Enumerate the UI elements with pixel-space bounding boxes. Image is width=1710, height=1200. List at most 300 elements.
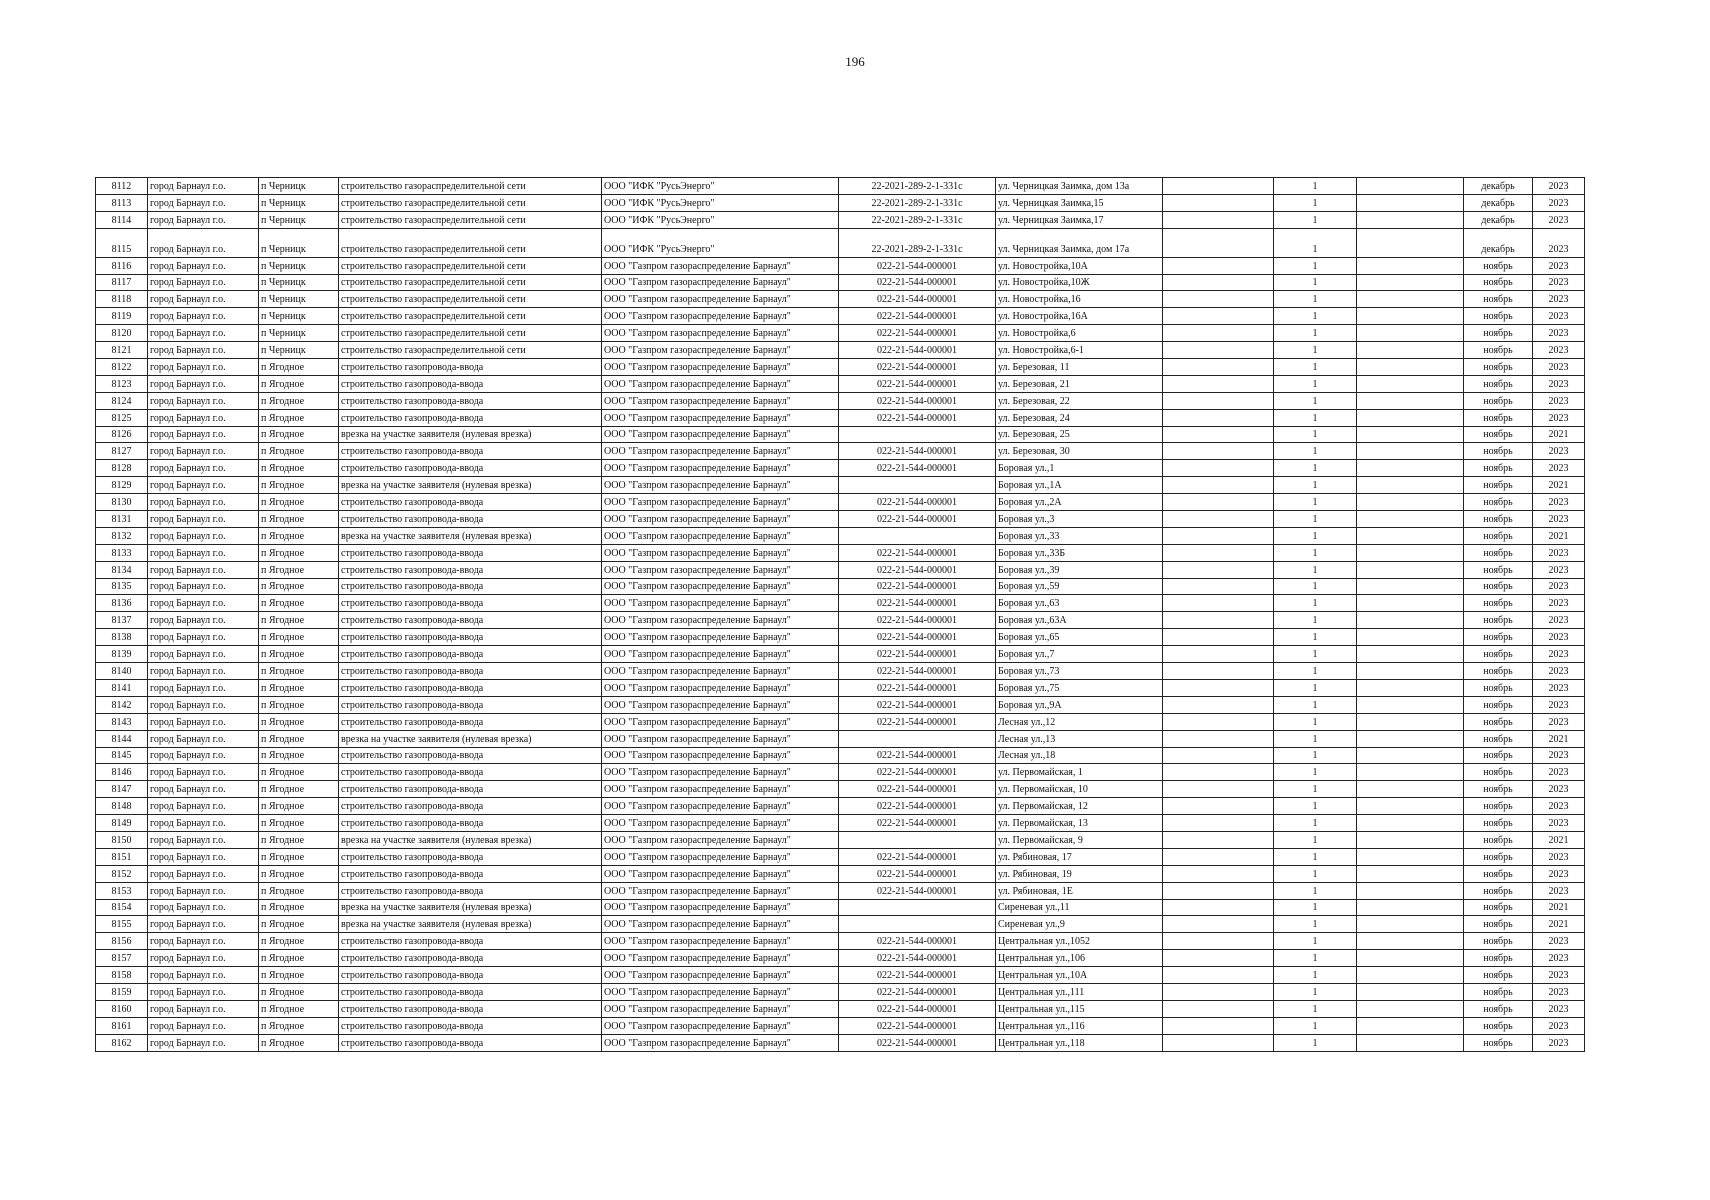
address-cell: ул. Березовая, 21 (996, 375, 1163, 392)
work-type-cell: строительство газопровода-ввода (339, 595, 602, 612)
empty-cell (1163, 1017, 1274, 1034)
month-cell: ноябрь (1464, 527, 1533, 544)
address-cell: Лесная ул.,13 (996, 730, 1163, 747)
address-cell: ул. Первомайская, 10 (996, 781, 1163, 798)
address-cell: ул. Березовая, 22 (996, 392, 1163, 409)
row-number-cell: 8140 (96, 663, 148, 680)
month-cell: ноябрь (1464, 308, 1533, 325)
table-row (96, 194, 1585, 211)
project-code-cell: 022-21-544-000001 (839, 257, 996, 274)
organization-cell: ООО "Газпром газораспределение Барнаул" (602, 916, 839, 933)
address-cell: ул. Новостройка,10Ж (996, 274, 1163, 291)
quantity-cell: 1 (1274, 257, 1357, 274)
settlement-cell: п Ягодное (259, 612, 339, 629)
month-cell: ноябрь (1464, 933, 1533, 950)
settlement-cell: п Черницк (259, 342, 339, 359)
project-code-cell: 022-21-544-000001 (839, 781, 996, 798)
settlement-cell: п Ягодное (259, 375, 339, 392)
year-cell: 2021 (1533, 426, 1585, 443)
address-cell: Боровая ул.,33 (996, 527, 1163, 544)
municipality-cell: город Барнаул г.о. (148, 443, 259, 460)
year-cell: 2023 (1533, 375, 1585, 392)
quantity-cell: 1 (1274, 798, 1357, 815)
row-number-cell: 8157 (96, 950, 148, 967)
address-cell: ул. Березовая, 11 (996, 359, 1163, 376)
quantity-cell: 1 (1274, 831, 1357, 848)
month-cell: ноябрь (1464, 696, 1533, 713)
empty-cell (1357, 194, 1464, 211)
year-cell: 2023 (1533, 460, 1585, 477)
project-code-cell: 022-21-544-000001 (839, 663, 996, 680)
empty-cell (1357, 747, 1464, 764)
row-number-cell: 8122 (96, 359, 148, 376)
organization-cell: ООО "Газпром газораспределение Барнаул" (602, 494, 839, 511)
quantity-cell: 1 (1274, 1034, 1357, 1051)
address-cell: Сиреневая ул.,9 (996, 916, 1163, 933)
month-cell: ноябрь (1464, 882, 1533, 899)
project-code-cell: 022-21-544-000001 (839, 933, 996, 950)
settlement-cell: п Черницк (259, 257, 339, 274)
organization-cell: ООО "Газпром газораспределение Барнаул" (602, 696, 839, 713)
year-cell: 2023 (1533, 781, 1585, 798)
year-cell: 2023 (1533, 967, 1585, 984)
table-row (96, 325, 1585, 342)
project-code-cell: 022-21-544-000001 (839, 646, 996, 663)
empty-cell (1163, 629, 1274, 646)
municipality-cell: город Барнаул г.о. (148, 967, 259, 984)
work-type-cell: строительство газораспределительной сети (339, 291, 602, 308)
address-cell: ул. Рябиновая, 17 (996, 848, 1163, 865)
year-cell: 2023 (1533, 561, 1585, 578)
project-code-cell: 022-21-544-000001 (839, 274, 996, 291)
month-cell: ноябрь (1464, 764, 1533, 781)
organization-cell: ООО "Газпром газораспределение Барнаул" (602, 527, 839, 544)
quantity-cell: 1 (1274, 460, 1357, 477)
gasification-table (95, 177, 1585, 1052)
empty-cell (1163, 679, 1274, 696)
year-cell: 2023 (1533, 629, 1585, 646)
year-cell: 2021 (1533, 527, 1585, 544)
work-type-cell: строительство газопровода-ввода (339, 443, 602, 460)
empty-cell (1163, 494, 1274, 511)
row-number-cell: 8133 (96, 544, 148, 561)
quantity-cell: 1 (1274, 595, 1357, 612)
work-type-cell: строительство газопровода-ввода (339, 1000, 602, 1017)
month-cell: ноябрь (1464, 325, 1533, 342)
project-code-cell: 022-21-544-000001 (839, 1034, 996, 1051)
address-cell: ул. Березовая, 30 (996, 443, 1163, 460)
empty-cell (1357, 950, 1464, 967)
work-type-cell: строительство газопровода-ввода (339, 798, 602, 815)
month-cell: ноябрь (1464, 443, 1533, 460)
work-type-cell: строительство газопровода-ввода (339, 646, 602, 663)
row-number-cell: 8148 (96, 798, 148, 815)
project-code-cell (839, 831, 996, 848)
empty-cell (1357, 544, 1464, 561)
year-cell: 2023 (1533, 308, 1585, 325)
row-number-cell: 8123 (96, 375, 148, 392)
table-row (96, 1034, 1585, 1051)
address-cell: ул. Новостройка,16 (996, 291, 1163, 308)
empty-cell (1357, 882, 1464, 899)
empty-cell (1357, 342, 1464, 359)
empty-cell (1163, 308, 1274, 325)
empty-cell (1357, 325, 1464, 342)
work-type-cell: строительство газопровода-ввода (339, 578, 602, 595)
year-cell: 2023 (1533, 747, 1585, 764)
table-row (96, 831, 1585, 848)
table-row (96, 477, 1585, 494)
municipality-cell: город Барнаул г.о. (148, 781, 259, 798)
month-cell: ноябрь (1464, 595, 1533, 612)
address-cell: ул. Черницкая Заимка,17 (996, 211, 1163, 228)
project-code-cell: 022-21-544-000001 (839, 950, 996, 967)
project-code-cell: 022-21-544-000001 (839, 1000, 996, 1017)
project-code-cell: 022-21-544-000001 (839, 375, 996, 392)
row-number-cell: 8132 (96, 527, 148, 544)
year-cell: 2023 (1533, 882, 1585, 899)
row-number-cell: 8147 (96, 781, 148, 798)
empty-cell (1163, 359, 1274, 376)
table-row (96, 460, 1585, 477)
table-row (96, 629, 1585, 646)
row-number-cell: 8127 (96, 443, 148, 460)
organization-cell: ООО "Газпром газораспределение Барнаул" (602, 933, 839, 950)
quantity-cell: 1 (1274, 983, 1357, 1000)
project-code-cell: 022-21-544-000001 (839, 983, 996, 1000)
empty-cell (1163, 426, 1274, 443)
table-row (96, 375, 1585, 392)
year-cell: 2023 (1533, 325, 1585, 342)
empty-cell (1163, 865, 1274, 882)
quantity-cell: 1 (1274, 679, 1357, 696)
table-row (96, 527, 1585, 544)
month-cell: ноябрь (1464, 848, 1533, 865)
address-cell: ул. Первомайская, 12 (996, 798, 1163, 815)
empty-cell (1163, 1000, 1274, 1017)
work-type-cell: строительство газопровода-ввода (339, 409, 602, 426)
project-code-cell: 022-21-544-000001 (839, 713, 996, 730)
table-row (96, 679, 1585, 696)
project-code-cell: 022-21-544-000001 (839, 798, 996, 815)
quantity-cell: 1 (1274, 950, 1357, 967)
empty-cell (1357, 629, 1464, 646)
municipality-cell: город Барнаул г.о. (148, 882, 259, 899)
year-cell: 2023 (1533, 494, 1585, 511)
municipality-cell: город Барнаул г.о. (148, 747, 259, 764)
municipality-cell: город Барнаул г.о. (148, 392, 259, 409)
empty-cell (1357, 764, 1464, 781)
table-row (96, 211, 1585, 228)
address-cell: Центральная ул.,1052 (996, 933, 1163, 950)
table-row (96, 950, 1585, 967)
empty-cell (1357, 511, 1464, 528)
organization-cell: ООО "Газпром газораспределение Барнаул" (602, 359, 839, 376)
organization-cell: ООО "ИФК "РусьЭнерго" (602, 194, 839, 211)
organization-cell: ООО "Газпром газораспределение Барнаул" (602, 865, 839, 882)
empty-cell (1163, 764, 1274, 781)
empty-cell (1357, 291, 1464, 308)
municipality-cell: город Барнаул г.о. (148, 1000, 259, 1017)
organization-cell: ООО "Газпром газораспределение Барнаул" (602, 612, 839, 629)
row-number-cell: 8160 (96, 1000, 148, 1017)
organization-cell: ООО "Газпром газораспределение Барнаул" (602, 443, 839, 460)
empty-cell (1357, 916, 1464, 933)
year-cell: 2023 (1533, 274, 1585, 291)
work-type-cell: строительство газопровода-ввода (339, 882, 602, 899)
settlement-cell: п Ягодное (259, 1034, 339, 1051)
empty-cell (1357, 933, 1464, 950)
month-cell: ноябрь (1464, 983, 1533, 1000)
work-type-cell: строительство газопровода-ввода (339, 679, 602, 696)
project-code-cell (839, 916, 996, 933)
project-code-cell: 022-21-544-000001 (839, 578, 996, 595)
settlement-cell: п Ягодное (259, 764, 339, 781)
empty-cell (1163, 916, 1274, 933)
project-code-cell: 022-21-544-000001 (839, 342, 996, 359)
organization-cell: ООО "Газпром газораспределение Барнаул" (602, 544, 839, 561)
quantity-cell: 1 (1274, 646, 1357, 663)
municipality-cell: город Барнаул г.о. (148, 178, 259, 195)
settlement-cell: п Ягодное (259, 679, 339, 696)
address-cell: Центральная ул.,115 (996, 1000, 1163, 1017)
settlement-cell: п Ягодное (259, 933, 339, 950)
quantity-cell: 1 (1274, 578, 1357, 595)
organization-cell: ООО "Газпром газораспределение Барнаул" (602, 477, 839, 494)
quantity-cell: 1 (1274, 967, 1357, 984)
quantity-cell: 1 (1274, 359, 1357, 376)
empty-cell (1163, 291, 1274, 308)
empty-cell (1163, 815, 1274, 832)
quantity-cell: 1 (1274, 494, 1357, 511)
row-number-cell: 8141 (96, 679, 148, 696)
empty-cell (1163, 595, 1274, 612)
empty-cell (1163, 274, 1274, 291)
work-type-cell: строительство газопровода-ввода (339, 696, 602, 713)
project-code-cell: 022-21-544-000001 (839, 696, 996, 713)
empty-cell (1163, 696, 1274, 713)
settlement-cell: п Ягодное (259, 663, 339, 680)
address-cell: ул. Новостройка,10А (996, 257, 1163, 274)
work-type-cell: строительство газопровода-ввода (339, 967, 602, 984)
settlement-cell: п Ягодное (259, 967, 339, 984)
municipality-cell: город Барнаул г.о. (148, 933, 259, 950)
work-type-cell: строительство газопровода-ввода (339, 933, 602, 950)
project-code-cell: 022-21-544-000001 (839, 460, 996, 477)
quantity-cell: 1 (1274, 747, 1357, 764)
municipality-cell: город Барнаул г.о. (148, 375, 259, 392)
year-cell: 2023 (1533, 865, 1585, 882)
empty-cell (1357, 561, 1464, 578)
empty-cell (1163, 882, 1274, 899)
row-number-cell: 8144 (96, 730, 148, 747)
organization-cell: ООО "Газпром газораспределение Барнаул" (602, 831, 839, 848)
empty-cell (1357, 679, 1464, 696)
settlement-cell: п Ягодное (259, 561, 339, 578)
quantity-cell: 1 (1274, 426, 1357, 443)
year-cell: 2023 (1533, 228, 1585, 257)
quantity-cell: 1 (1274, 1000, 1357, 1017)
municipality-cell: город Барнаул г.о. (148, 730, 259, 747)
row-number-cell: 8155 (96, 916, 148, 933)
year-cell: 2023 (1533, 194, 1585, 211)
settlement-cell: п Ягодное (259, 916, 339, 933)
organization-cell: ООО "Газпром газораспределение Барнаул" (602, 798, 839, 815)
table-row (96, 426, 1585, 443)
work-type-cell: строительство газопровода-ввода (339, 359, 602, 376)
month-cell: ноябрь (1464, 578, 1533, 595)
empty-cell (1357, 663, 1464, 680)
table-body (96, 178, 1585, 1052)
year-cell: 2023 (1533, 713, 1585, 730)
organization-cell: ООО "Газпром газораспределение Барнаул" (602, 460, 839, 477)
table-row (96, 178, 1585, 195)
municipality-cell: город Барнаул г.о. (148, 983, 259, 1000)
municipality-cell: город Барнаул г.о. (148, 916, 259, 933)
quantity-cell: 1 (1274, 194, 1357, 211)
address-cell: ул. Первомайская, 13 (996, 815, 1163, 832)
table-row (96, 308, 1585, 325)
empty-cell (1357, 1000, 1464, 1017)
table-row (96, 713, 1585, 730)
organization-cell: ООО "Газпром газораспределение Барнаул" (602, 950, 839, 967)
row-number-cell: 8121 (96, 342, 148, 359)
empty-cell (1357, 798, 1464, 815)
row-number-cell: 8114 (96, 211, 148, 228)
address-cell: ул. Новостройка,6-1 (996, 342, 1163, 359)
row-number-cell: 8136 (96, 595, 148, 612)
settlement-cell: п Черницк (259, 325, 339, 342)
work-type-cell: строительство газораспределительной сети (339, 211, 602, 228)
row-number-cell: 8115 (96, 228, 148, 257)
municipality-cell: город Барнаул г.о. (148, 308, 259, 325)
month-cell: ноябрь (1464, 646, 1533, 663)
row-number-cell: 8131 (96, 511, 148, 528)
work-type-cell: строительство газопровода-ввода (339, 460, 602, 477)
settlement-cell: п Ягодное (259, 781, 339, 798)
year-cell: 2023 (1533, 612, 1585, 629)
project-code-cell: 22-2021-289-2-1-331с (839, 194, 996, 211)
work-type-cell: строительство газопровода-ввода (339, 663, 602, 680)
work-type-cell: строительство газопровода-ввода (339, 950, 602, 967)
empty-cell (1163, 211, 1274, 228)
month-cell: ноябрь (1464, 1034, 1533, 1051)
address-cell: Центральная ул.,116 (996, 1017, 1163, 1034)
table-row (96, 646, 1585, 663)
month-cell: декабрь (1464, 228, 1533, 257)
address-cell: Боровая ул.,65 (996, 629, 1163, 646)
settlement-cell: п Ягодное (259, 494, 339, 511)
month-cell: ноябрь (1464, 342, 1533, 359)
quantity-cell: 1 (1274, 392, 1357, 409)
table-row (96, 865, 1585, 882)
work-type-cell: строительство газораспределительной сети (339, 274, 602, 291)
organization-cell: ООО "Газпром газораспределение Барнаул" (602, 747, 839, 764)
empty-cell (1163, 798, 1274, 815)
empty-cell (1163, 781, 1274, 798)
organization-cell: ООО "Газпром газораспределение Барнаул" (602, 781, 839, 798)
empty-cell (1357, 375, 1464, 392)
month-cell: ноябрь (1464, 494, 1533, 511)
project-code-cell: 022-21-544-000001 (839, 865, 996, 882)
empty-cell (1357, 527, 1464, 544)
empty-cell (1357, 899, 1464, 916)
quantity-cell: 1 (1274, 178, 1357, 195)
year-cell: 2023 (1533, 342, 1585, 359)
quantity-cell: 1 (1274, 1017, 1357, 1034)
table-row (96, 494, 1585, 511)
address-cell: ул. Березовая, 24 (996, 409, 1163, 426)
year-cell: 2021 (1533, 916, 1585, 933)
empty-cell (1357, 1017, 1464, 1034)
address-cell: ул. Черницкая Заимка,15 (996, 194, 1163, 211)
address-cell: Боровая ул.,1А (996, 477, 1163, 494)
address-cell: Лесная ул.,12 (996, 713, 1163, 730)
work-type-cell: строительство газопровода-ввода (339, 764, 602, 781)
work-type-cell: врезка на участке заявителя (нулевая врезка) (339, 899, 602, 916)
municipality-cell: город Барнаул г.о. (148, 612, 259, 629)
table-row (96, 443, 1585, 460)
organization-cell: ООО "Газпром газораспределение Барнаул" (602, 730, 839, 747)
organization-cell: ООО "Газпром газораспределение Барнаул" (602, 1000, 839, 1017)
settlement-cell: п Ягодное (259, 426, 339, 443)
table-row (96, 882, 1585, 899)
empty-cell (1357, 781, 1464, 798)
settlement-cell: п Черницк (259, 194, 339, 211)
settlement-cell: п Ягодное (259, 646, 339, 663)
work-type-cell: строительство газопровода-ввода (339, 983, 602, 1000)
empty-cell (1163, 646, 1274, 663)
empty-cell (1357, 460, 1464, 477)
empty-cell (1357, 443, 1464, 460)
row-number-cell: 8113 (96, 194, 148, 211)
table-row (96, 848, 1585, 865)
row-number-cell: 8112 (96, 178, 148, 195)
organization-cell: ООО "Газпром газораспределение Барнаул" (602, 815, 839, 832)
year-cell: 2023 (1533, 1000, 1585, 1017)
municipality-cell: город Барнаул г.о. (148, 342, 259, 359)
month-cell: ноябрь (1464, 713, 1533, 730)
table-row (96, 595, 1585, 612)
quantity-cell: 1 (1274, 291, 1357, 308)
organization-cell: ООО "Газпром газораспределение Барнаул" (602, 882, 839, 899)
address-cell: ул. Первомайская, 1 (996, 764, 1163, 781)
table-row (96, 916, 1585, 933)
address-cell: Центральная ул.,111 (996, 983, 1163, 1000)
project-code-cell: 022-21-544-000001 (839, 325, 996, 342)
empty-cell (1163, 460, 1274, 477)
organization-cell: ООО "Газпром газораспределение Барнаул" (602, 1017, 839, 1034)
municipality-cell: город Барнаул г.о. (148, 291, 259, 308)
row-number-cell: 8116 (96, 257, 148, 274)
row-number-cell: 8150 (96, 831, 148, 848)
month-cell: ноябрь (1464, 831, 1533, 848)
work-type-cell: врезка на участке заявителя (нулевая врезка) (339, 916, 602, 933)
empty-cell (1357, 831, 1464, 848)
settlement-cell: п Черницк (259, 291, 339, 308)
quantity-cell: 1 (1274, 629, 1357, 646)
municipality-cell: город Барнаул г.о. (148, 527, 259, 544)
project-code-cell: 022-21-544-000001 (839, 848, 996, 865)
municipality-cell: город Барнаул г.о. (148, 211, 259, 228)
empty-cell (1163, 392, 1274, 409)
month-cell: ноябрь (1464, 359, 1533, 376)
row-number-cell: 8118 (96, 291, 148, 308)
year-cell: 2023 (1533, 409, 1585, 426)
quantity-cell: 1 (1274, 865, 1357, 882)
empty-cell (1163, 1034, 1274, 1051)
settlement-cell: п Ягодное (259, 815, 339, 832)
